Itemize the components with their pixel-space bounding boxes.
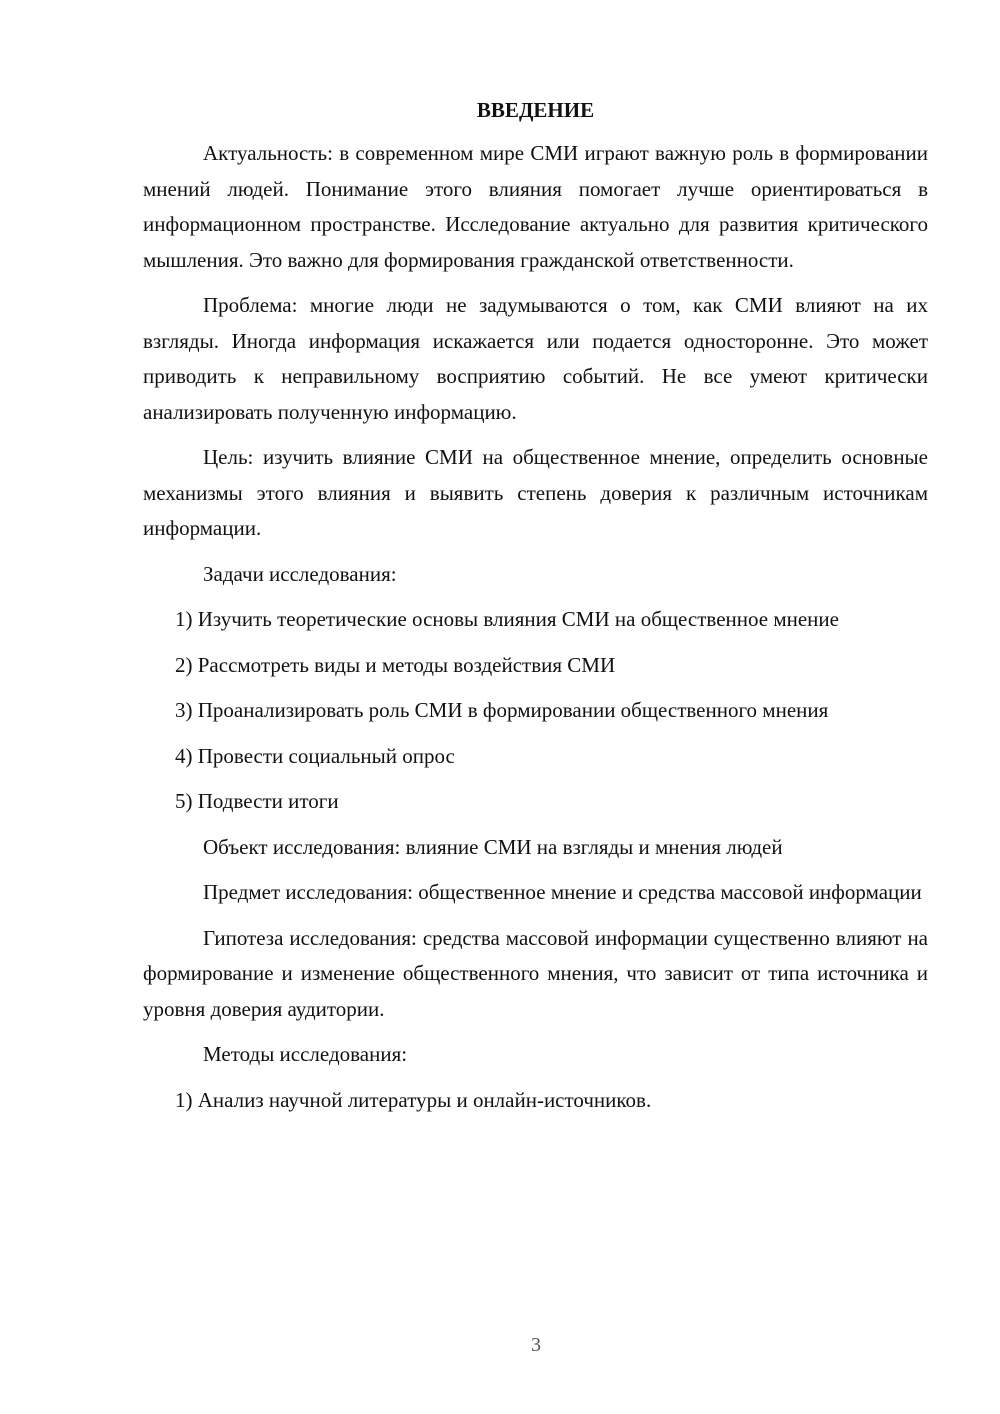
task-item: 5) Подвести итоги: [175, 789, 339, 813]
subject-paragraph: Предмет исследования: общественное мнение и средства массовой информации: [203, 880, 922, 904]
task-item: 1) Изучить теоретические основы влияния СМИ на общественное мнение: [175, 607, 839, 631]
methods-heading: Методы исследования:: [203, 1042, 408, 1066]
goal-paragraph: Цель: изучить влияние СМИ на общественное мнение, определить основные механизмы этого влияния и выявить степень доверия к различным источникам информации.: [143, 445, 928, 540]
method-item: 1) Анализ научной литературы и онлайн-источников.: [175, 1087, 652, 1112]
tasks-heading: Задачи исследования:: [203, 561, 397, 586]
hypothesis-paragraph: Гипотеза исследования: средства массовой информации существенно влияют на формирование и изменение общественного мнения, что зависит от типа источника и уровня доверия аудитории.: [143, 925, 928, 1021]
page-content: [143, 94, 928, 1128]
section-title: ВВЕДЕНИЕ: [476, 98, 595, 122]
task-item: 4) Провести социальный опрос: [175, 743, 455, 768]
page-number: 3: [531, 1334, 541, 1356]
relevance-paragraph: Актуальность: в современном мире СМИ играют важную роль в формировании мнений людей. Понимание этого влияния помогает лучше ориентироваться в информационном пространстве. Исследование актуально для развития критического мышления. Это важно для формирования гражданской ответственности.: [143, 141, 928, 272]
task-item: 2) Рассмотреть виды и методы воздействия СМИ: [175, 652, 616, 677]
object-paragraph: Объект исследования: влияние СМИ на взгляды и мнения людей: [203, 834, 783, 859]
problem-paragraph: Проблема: многие люди не задумываются о том, как СМИ влияют на их взгляды. Иногда информация искажается или подается односторонне. Это может приводить к неправильному восприятию событий. Не все умеют критически анализировать полученную информацию.: [143, 293, 928, 424]
task-item: 3) Проанализировать роль СМИ в формировании общественного мнения: [175, 698, 829, 722]
